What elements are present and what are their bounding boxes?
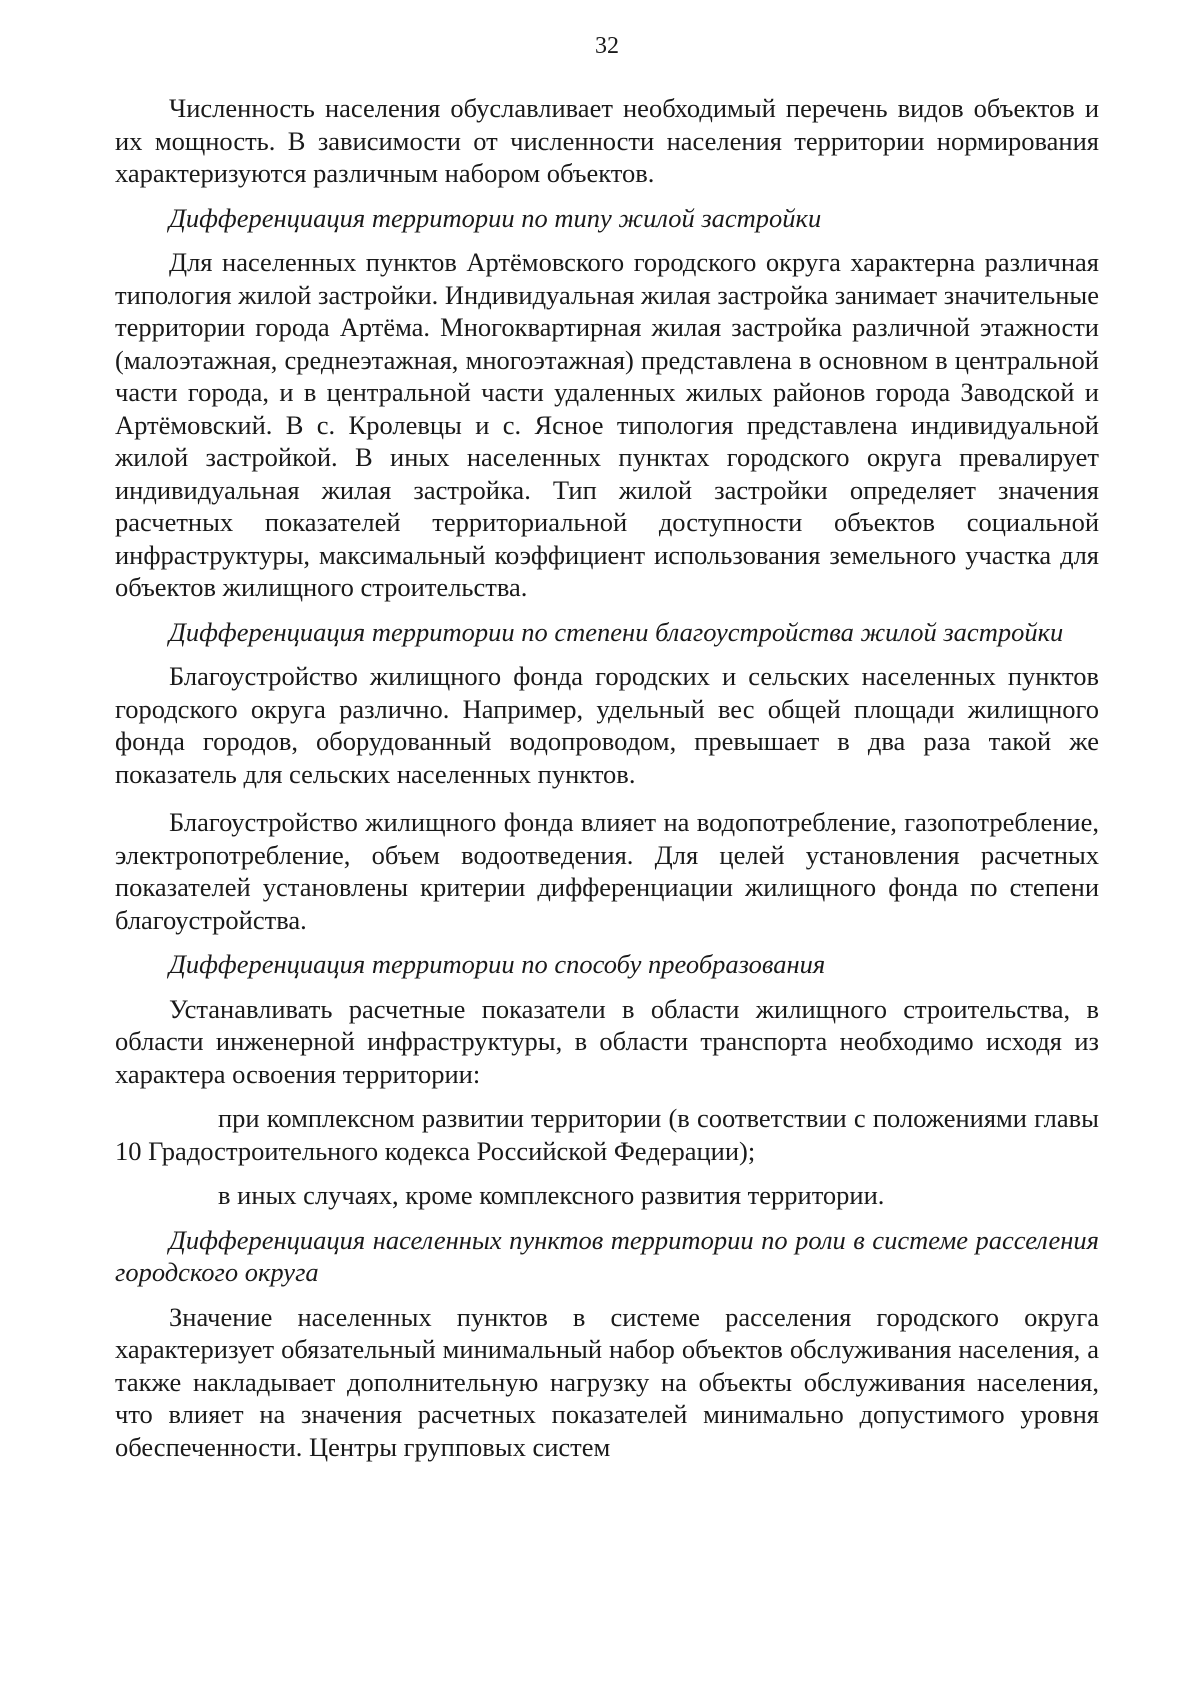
paragraph-improvement-difference: Благоустройство жилищного фонда городских и сельских населенных пунктов городского округа различно. Например, удельный вес общей площади жилищного фонда городов, оборудованный водопроводом, превышает в два раза такой же показатель для сельских населенных пунктов. bbox=[115, 661, 1099, 789]
heading-settlement-role: Дифференциация населенных пунктов территории по роли в системе расселения городского округа bbox=[115, 1224, 1099, 1287]
page-number: 32 bbox=[595, 33, 619, 59]
list-item-other-cases: в иных случаях, кроме комплексного развития территории. bbox=[218, 1180, 885, 1210]
heading-housing-type: Дифференциация территории по типу жилой застройки bbox=[169, 202, 822, 233]
paragraph-population: Численность населения обуславливает необходимый перечень видов объектов и их мощность. В зависимости от численности населения территории нормирования характеризуются различным набором объектов. bbox=[115, 93, 1099, 188]
paragraph-housing-type: Для населенных пунктов Артёмовского городского округа характерна различная типология жилой застройки. Индивидуальная жилая застройка занимает значительные территории города Артёма. Многоквартирная жилая застройка различной этажности (малоэтажная, среднеэтажная, многоэтажная) представлена в основном в центральной части города, и в центральной части удаленных жилых районов города Заводской и Артёмовский. В с. Кролевцы и с. Ясное типология представлена индивидуальной жилой застройкой. В иных населенных пунктах городского округа превалирует индивидуальная жилая застройка. Тип жилой застройки определяет значения расчетных показателей территориальной доступности объектов социальной инфраструктуры, максимальный коэффициент использования земельного участка для объектов жилищного строительства. bbox=[115, 247, 1099, 602]
paragraph-transformation: Устанавливать расчетные показатели в области жилищного строительства, в области инженерной инфраструктуры, в области транспорта необходимо исходя из характера освоения территории: bbox=[115, 993, 1099, 1089]
heading-improvement-degree: Дифференциация территории по степени благоустройства жилой застройки bbox=[169, 616, 1064, 647]
document-page bbox=[115, 34, 1099, 1463]
list-item-complex-development: при комплексном развитии территории (в соответствии с положениями главы 10 Градостроительного кодекса Российской Федерации); bbox=[115, 1103, 1099, 1166]
paragraph-settlement-role: Значение населенных пунктов в системе расселения городского округа характеризует обязательный минимальный набор объектов обслуживания населения, а также накладывает дополнительную нагрузку на объекты обслуживания населения, что влияет на значения расчетных показателей минимально допустимого уровня обеспеченности. Центры групповых систем bbox=[115, 1301, 1099, 1462]
paragraph-improvement-influence: Благоустройство жилищного фонда влияет на водопотребление, газопотребление, электропотребление, объем водоотведения. Для целей установления расчетных показателей установлены критерии дифференциации жилищного фонда по степени благоустройства. bbox=[115, 807, 1099, 935]
heading-transformation-method: Дифференциация территории по способу преобразования bbox=[169, 949, 826, 979]
